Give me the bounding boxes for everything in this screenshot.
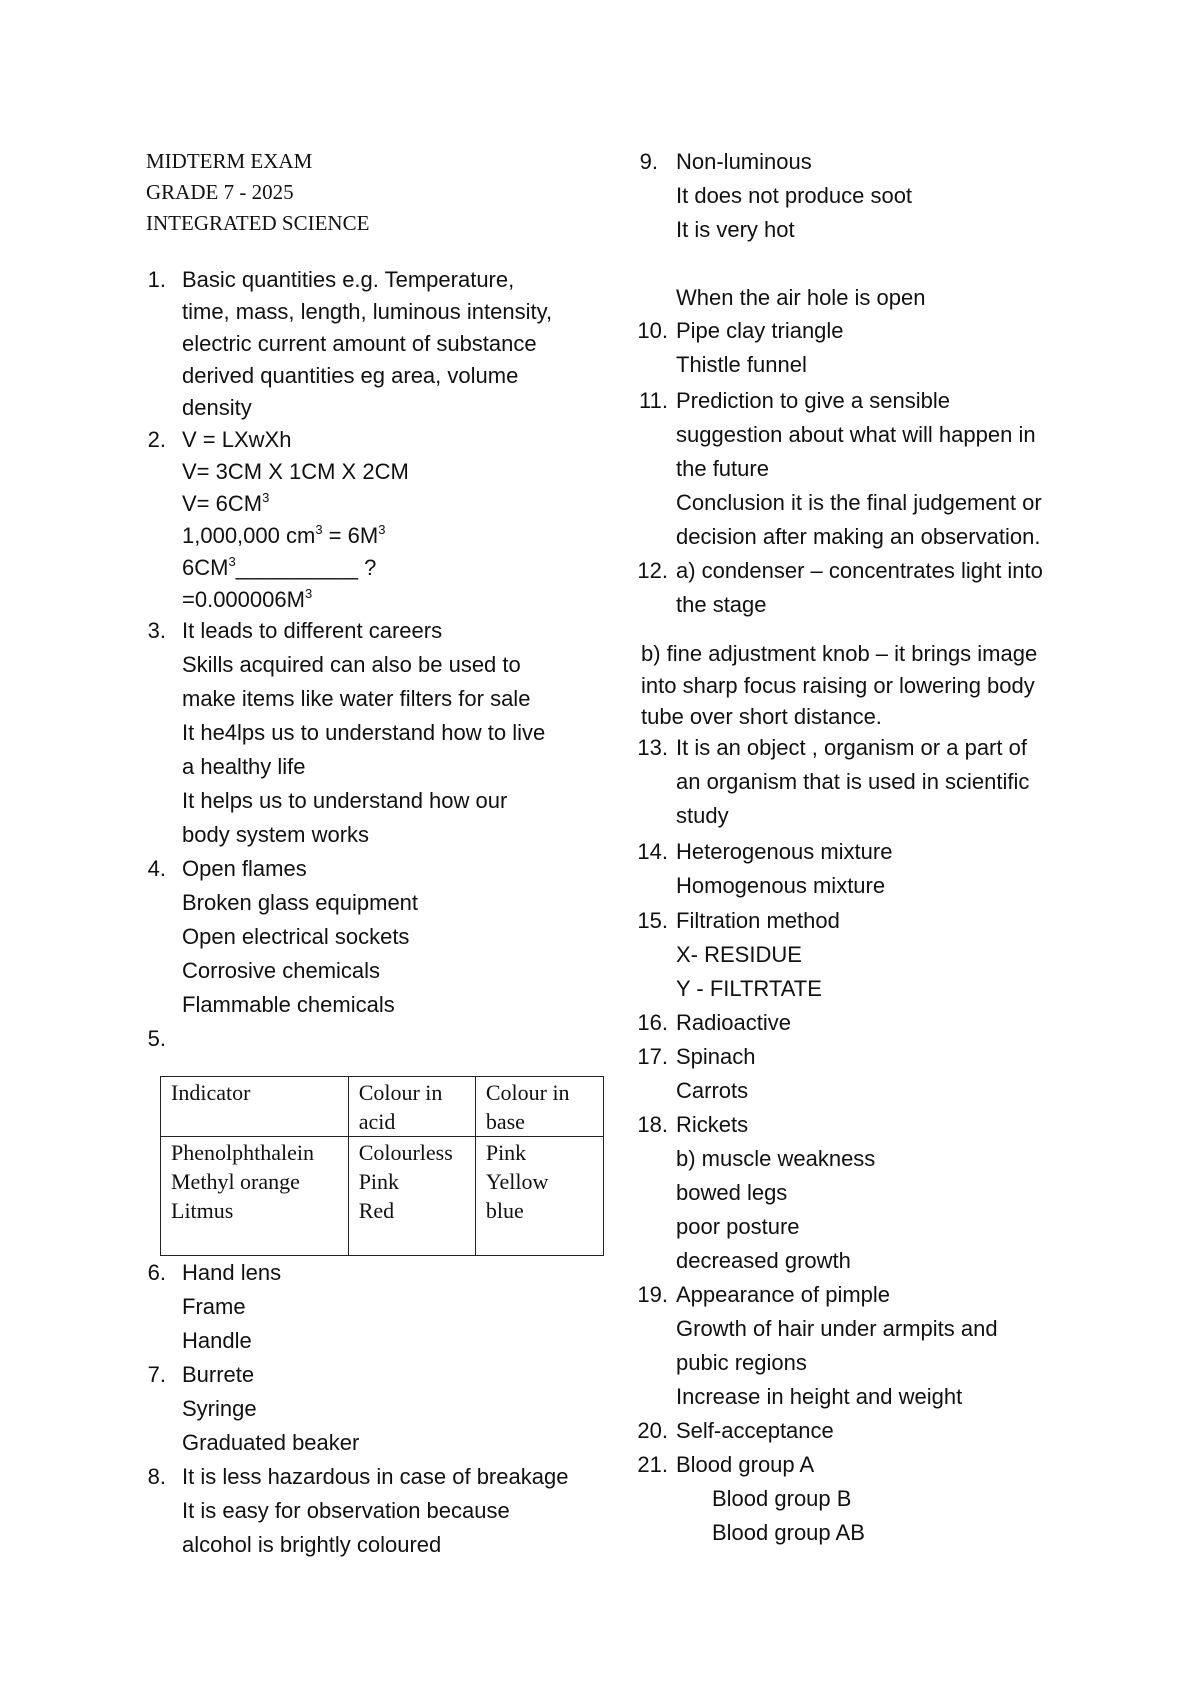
answer-line: Appearance of pimple (676, 1282, 891, 1307)
exam-grade: GRADE 7 - 2025 (146, 180, 294, 204)
answer-line: pubic regions (676, 1350, 807, 1375)
answer-line: It is an object , organism or a part of (676, 735, 1027, 760)
table-header-cell: Colour in acid (348, 1077, 475, 1137)
answer-line: Handle (182, 1328, 252, 1353)
answer-line: It he4lps us to understand how to live (182, 720, 546, 745)
answer-line: V = LXwXh (182, 427, 292, 452)
answer-line: density (182, 395, 252, 420)
answer-line: make items like water filters for sale (182, 686, 531, 711)
answer-line: When the air hole is open (676, 285, 926, 310)
answer-line: a healthy life (182, 754, 306, 779)
answer-line: $=0.000006M^3$ (182, 586, 313, 612)
answer-number: 2. (147, 427, 166, 452)
answer-number: 20. (637, 1418, 668, 1443)
answer-number: 7. (147, 1362, 166, 1387)
answer-number: 8. (147, 1464, 166, 1489)
answer-number: 13. (637, 735, 668, 760)
answer-line: Open electrical sockets (182, 924, 410, 949)
answer-line: the future (676, 456, 769, 481)
answer-line: Non-luminous (676, 149, 812, 174)
table-cell-acid-colours: Colourless Pink Red (348, 1137, 475, 1256)
exam-title: MIDTERM EXAM (146, 149, 313, 173)
answer-line: Pipe clay triangle (676, 318, 844, 343)
answer-line: Syringe (182, 1396, 257, 1421)
answer-line: the stage (676, 592, 767, 617)
answer-number: 17. (637, 1044, 668, 1069)
answer-line: Flammable chemicals (182, 992, 395, 1017)
answer-line: Basic quantities e.g. Temperature, (182, 267, 515, 292)
answer-line: Radioactive (676, 1010, 791, 1035)
answer-line: tube over short distance. (641, 704, 882, 729)
table-cell-indicators: Phenolphthalein Methyl orange Litmus (161, 1137, 349, 1256)
answer-line: Rickets (676, 1112, 749, 1137)
answer-line: Homogenous mixture (676, 873, 886, 898)
answer-number: 14. (637, 839, 668, 864)
answer-line: X- RESIDUE (676, 942, 802, 967)
answer-number: 18. (637, 1112, 668, 1137)
exam-header (146, 146, 369, 239)
answer-line: Spinach (676, 1044, 756, 1069)
answer-number: 12. (637, 558, 668, 583)
answer-number: 11. (639, 388, 668, 413)
answer-line: Corrosive chemicals (182, 958, 381, 983)
answer-line: suggestion about what will happen in (676, 422, 1036, 447)
answer-line: Carrots (676, 1078, 749, 1103)
answer-line: It is less hazardous in case of breakage (182, 1464, 569, 1489)
answer-line: study (676, 803, 729, 828)
answer-line: 1,000,000 $cm^3 = 6M^3$ (182, 522, 386, 548)
table-cell-base-colours: Pink Yellow blue (475, 1137, 603, 1256)
answer-number: 21. (637, 1452, 668, 1477)
answer-line: V= 3CM X 1CM X 2CM (182, 459, 409, 484)
answer-line: body system works (182, 822, 370, 847)
answer-number: 5. (147, 1026, 166, 1051)
answer-number: 15. (637, 908, 668, 933)
answer-line: poor posture (676, 1214, 800, 1239)
answer-line: a) condenser – concentrates light into (676, 558, 1043, 583)
answer-line: Skills acquired can also be used to (182, 652, 521, 677)
answer-line: Graduated beaker (182, 1430, 360, 1455)
answer-line: $6CM^3\_\_\_\_\_\_\_\_\_\_$ ? (182, 554, 377, 580)
answer-line: Conclusion it is the final judgement or (676, 490, 1042, 515)
table-header-row (161, 1077, 604, 1137)
answer-line: Increase in height and weight (676, 1384, 963, 1409)
answer-line: It is very hot (676, 217, 795, 242)
answer-line: It does not produce soot (676, 183, 913, 208)
answer-line: Growth of hair under armpits and (676, 1316, 998, 1341)
table-header-cell: Indicator (161, 1077, 349, 1137)
answer-line: Prediction to give a sensible (676, 388, 950, 413)
answer-line: Thistle funnel (676, 352, 807, 377)
answer-line: b) fine adjustment knob – it brings image (641, 641, 1038, 666)
indicator-table (160, 1076, 604, 1256)
answer-number: 1. (147, 267, 166, 292)
answer-number: 4. (147, 856, 166, 881)
answer-line: decision after making an observation. (676, 524, 1041, 549)
answer-line: Open flames (182, 856, 307, 881)
table-header-cell: Colour in base (475, 1077, 603, 1137)
answer-number: 9. (639, 149, 658, 174)
answer-line: Filtration method (676, 908, 840, 933)
answer-line: electric current amount of substance (182, 331, 537, 356)
answer-line: into sharp focus raising or lowering body (641, 672, 1035, 698)
answer-number: 3. (147, 618, 166, 643)
answer-line: It helps us to understand how our (182, 788, 508, 813)
answer-line: decreased growth (676, 1248, 851, 1273)
answer-line: Burrete (182, 1362, 255, 1387)
answer-line: $V= 6CM^3$ (182, 490, 270, 516)
answer-12b (641, 638, 1037, 733)
answer-number: 10. (637, 318, 668, 343)
exam-subject: INTEGRATED SCIENCE (146, 211, 370, 235)
answer-line: Hand lens (182, 1260, 282, 1285)
answer-line: time, mass, length, luminous intensity, (182, 299, 553, 324)
answer-line: an organism that is used in scientific (676, 769, 1030, 794)
answer-number: 6. (147, 1260, 166, 1285)
answer-line: Y - FILTRTATE (676, 976, 822, 1001)
answer-line: b) muscle weakness (676, 1146, 876, 1171)
answer-line: It is easy for observation because (182, 1498, 510, 1523)
answer-line: bowed legs (676, 1180, 788, 1205)
answer-number: 16. (637, 1010, 668, 1035)
answer-line: alcohol is brightly coloured (182, 1532, 442, 1557)
answer-number: 19. (637, 1282, 668, 1307)
answer-line: Self-acceptance (676, 1418, 834, 1443)
answer-line: It leads to different careers (182, 618, 443, 643)
answer-line: derived quantities eg area, volume (182, 363, 519, 388)
answer-line: Broken glass equipment (182, 890, 419, 915)
answer-line: Frame (182, 1294, 246, 1319)
answer-line: Blood group A (676, 1452, 815, 1477)
table-row (161, 1137, 604, 1256)
answer-line: Blood group B (712, 1486, 852, 1511)
answer-line: Heterogenous mixture (676, 839, 893, 864)
answer-line: Blood group AB (712, 1520, 865, 1545)
